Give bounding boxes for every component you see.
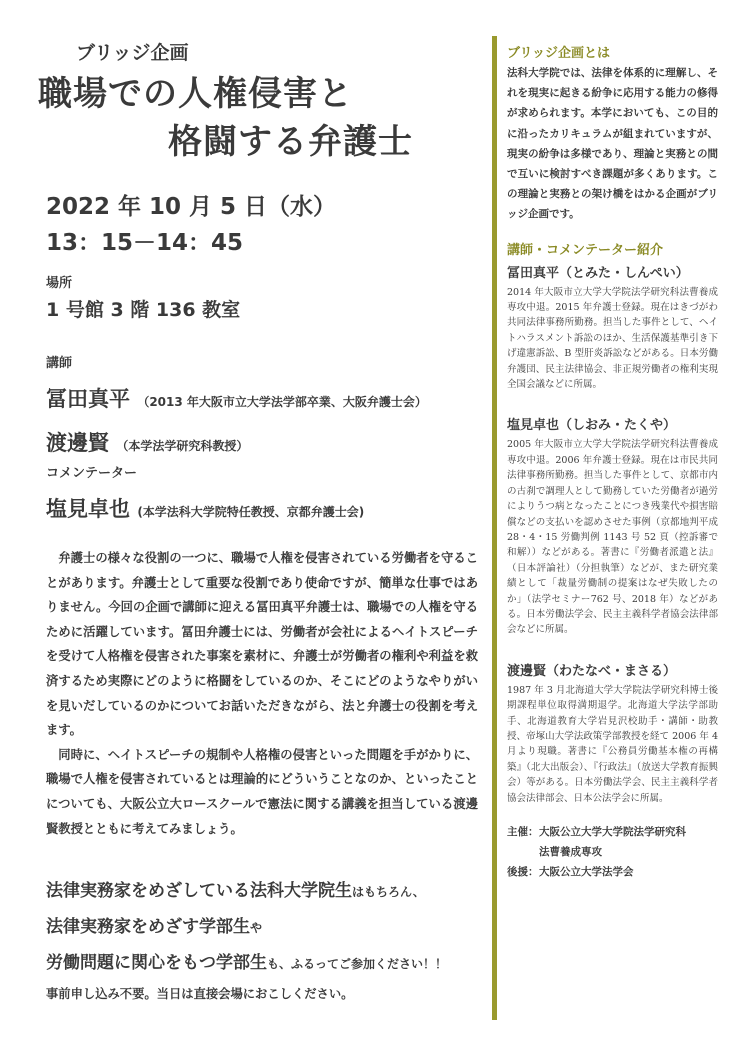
description-para-1: 弁護士の様々な役割の一つに、職場で人権を侵害されている労働者を守ることがあります。弁護士として重要な役割であり使命ですが、簡単な仕事ではありません。今回の企画で講師に迎える冨田真平弁護士は、職場での人権を守るために活躍しています。冨田弁護士には、労働者が会社によるヘイトスピーチを受けて人格権を侵害された事案を素材に、弁護士が労働者の権利や利益を救済するため実際にどのように格闘をしているのか、そこにどのようなやりがいを見いだしているのかについてお話いただきながら、法と弁護士の役割を考えます。 xyxy=(46,551,478,738)
bio-1-name: 冨田真平（とみた・しんぺい） xyxy=(507,265,689,281)
lecturer-1 xyxy=(46,383,427,413)
lecturer-label: 講師 xyxy=(46,356,73,371)
appeal-line-3-tail: も、ふるってご参加ください！！ xyxy=(267,957,448,971)
sidebar xyxy=(492,36,718,1020)
appeal-line-1-tail: はもちろん、 xyxy=(352,885,425,899)
lecturer-1-note: （2013 年大阪市立大学法学部卒業、大阪弁護士会） xyxy=(137,395,427,409)
sponsor-key: 主催： xyxy=(507,826,539,838)
bio-3-text: 1987 年 3 月北海道大学大学院法学研究科博士後期課程単位取得満期退学。北海道大学法学部助手、北海道教育大学岩見沢校助手・講師・助教授、帝塚山大学法政策学部教授を経て 2006 年 4 月より現職。著書に『公務員労働基本権の再構築』（北大出版会）、『行政法』（放送大学教育振興会）等がある。日本労働法学会、民主主義科学者協会法律部会、日本公法学会に所属。 xyxy=(507,684,718,804)
appeal-line-1 xyxy=(46,876,425,901)
sponsor-value-1: 大阪公立大学大学院法学研究科 xyxy=(539,826,686,838)
description-para-2: 同時に、ヘイトスピーチの規制や人格権の侵害といった問題を手がかりに、職場で人権を侵害されているとは理論的にどういうことなのか、といったことについても、大阪公立大ロースクールで憲法に関する講義を担当している渡邊賢教授とともに考えてみましょう。 xyxy=(46,747,478,836)
lecturer-2 xyxy=(46,427,248,457)
appeal-line-2 xyxy=(46,912,262,937)
venue-label: 場所 xyxy=(46,276,73,291)
bio-2-text: 2005 年大阪市立大学大学院法学研究科法曹養成専攻中退。2006 年弁護士登録。現在は市民共同法律事務所勤務。担当した事件として、京都市内の古刹で調理人として勤務していた労働者が過労によりうつ病となったことにつき残業代や損害賠償などの支払いを認めさせた事例（京都地判平成 28・4・15 労働判例 1143 号 52 頁（控訴審で和解））などがある。著書に『労働者派遣と法』（日本評論社）（分担執筆）などが、また研究業績として「裁量労働制の提案はなぜ失敗したのか」（法学セミナー762 号、2018 年）などがある。日本労働法学会、民主主義科学者協会法律部会などに所属。 xyxy=(507,439,718,636)
commentator-name: 塩見卓也 xyxy=(46,497,130,521)
appeal-line-2-main: 法律実務家をめざす学部生 xyxy=(46,917,250,937)
intro-title: 講師・コメンテーター紹介 xyxy=(507,242,664,258)
appeal-line-3 xyxy=(46,948,447,973)
about-text: 法科大学院では、法律を体系的に理解し、それを現実に起きる紛争に応用する能力の修得が求められます。本学においても、この目的に沿ったカリキュラムが組まれていますが、現実の紛争は多様であり、理論と実務との間で互いに検討すべき課題が多くあります。この理論と実務との架け橋をはかる企画がブリッジ企画です。 xyxy=(507,67,718,221)
title-line-1: 職場での人権侵害と xyxy=(38,74,353,114)
commentator-note: (本学法科大学院特任教授、京都弁護士会) xyxy=(137,505,365,519)
event-time: 13：15－14：45 xyxy=(46,230,244,256)
bio-1-text: 2014 年大阪市立大学大学院法学研究科法曹養成専攻中退。2015 年弁護士登録。現在はきづがわ共同法律事務所勤務。担当した事件として、ヘイトハラスメント訴訟のほか、生活保護基準引き下げ違憲訴訟、B 型肝炎訴訟などがある。日本労働弁護団、民主法律協会、非正規労働者の権利実現全国会議などに所属。 xyxy=(507,286,718,391)
sponsor-row-2 xyxy=(507,842,718,862)
appeal-line-3-main: 労働問題に関心をもつ学部生 xyxy=(46,953,267,973)
support-row xyxy=(507,862,718,882)
lecturer-1-name: 冨田真平 xyxy=(46,387,130,411)
support-key: 後援： xyxy=(507,866,539,878)
title-line-2: 格闘する弁護士 xyxy=(168,122,413,162)
sponsor-row xyxy=(507,822,718,842)
commentator xyxy=(46,493,364,523)
event-date: 2022 年 10 月 5 日（水） xyxy=(46,194,337,220)
sponsor-value-2: 法曹養成専攻 xyxy=(539,846,602,858)
lecturer-2-note: （本学法学研究科教授） xyxy=(116,439,249,453)
venue: 1 号館 3 階 136 教室 xyxy=(46,299,241,321)
series-label: ブリッジ企画 xyxy=(76,42,189,64)
support-value: 大阪公立大学法学会 xyxy=(539,866,634,878)
appeal-line-2-tail: や xyxy=(250,921,263,935)
about-title: ブリッジ企画とは xyxy=(507,46,610,61)
appeal-line-1-main: 法律実務家をめざしている法科大学院生 xyxy=(46,881,352,901)
bio-3-name: 渡邊賢（わたなべ・まさる） xyxy=(507,663,677,679)
organizers xyxy=(507,822,718,882)
description xyxy=(46,546,478,841)
registration-note: 事前申し込み不要。当日は直接会場におこしください。 xyxy=(46,987,354,1001)
commentator-label: コメンテーター xyxy=(46,466,138,481)
bio-2-name: 塩見卓也（しおみ・たくや） xyxy=(507,418,677,434)
lecturer-2-name: 渡邊賢 xyxy=(46,431,109,455)
